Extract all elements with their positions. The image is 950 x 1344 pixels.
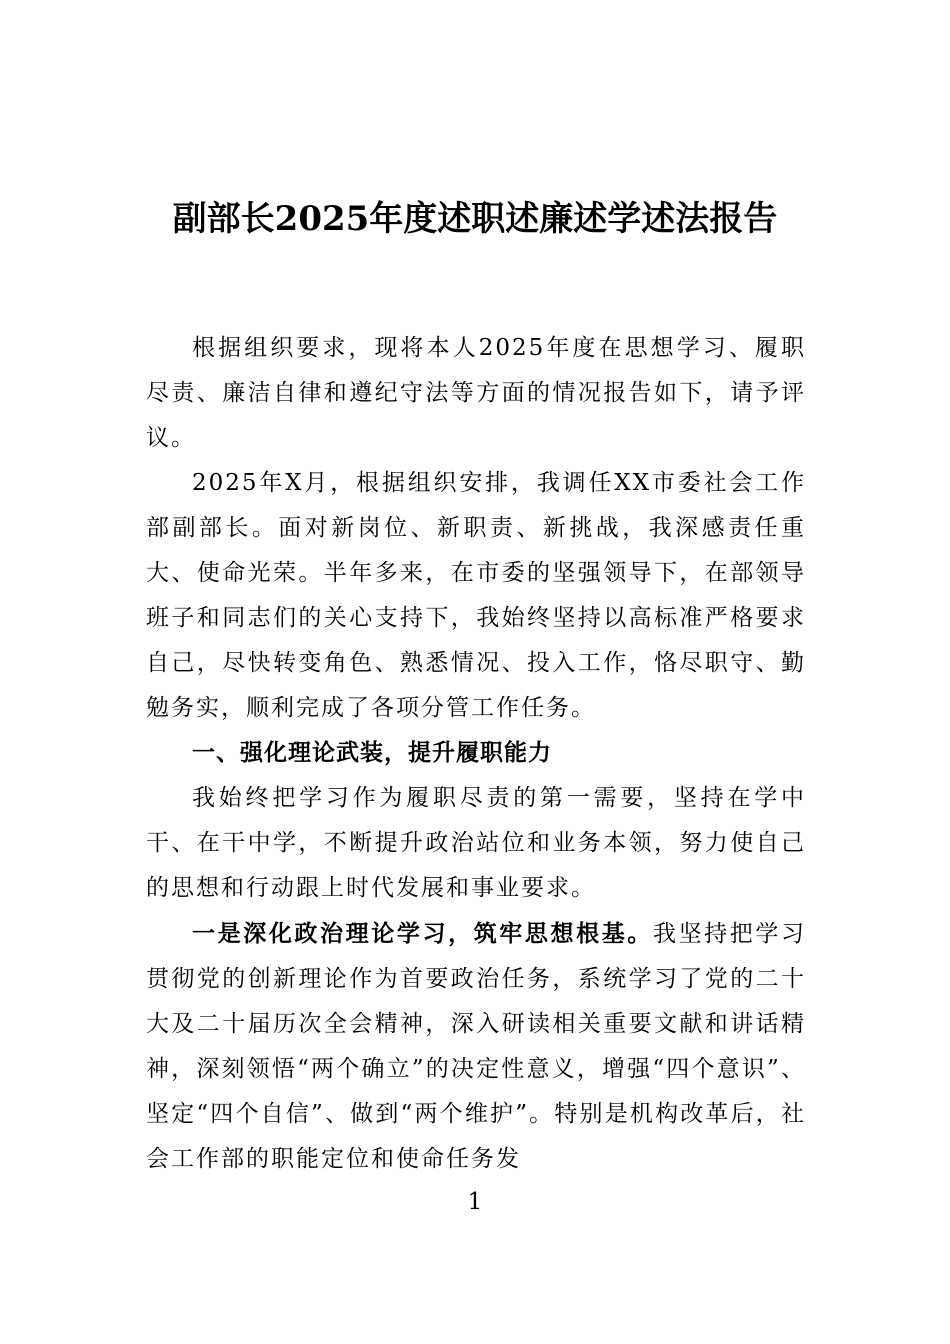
page-number: 1 bbox=[467, 1189, 483, 1215]
section-1-point-1 bbox=[146, 911, 806, 1182]
paragraph-background: 2025年X月，根据组织安排，我调任XX市委社会工作部副部长。面对新岗位、新职责、新挑战，我深感责任重大、使命光荣。半年多来，在市委的坚强领导下，在部领导班子和同志们的关心支持下，我始终坚持以高标准严格要求自己，尽快转变角色、熟悉情况、投入工作，恪尽职守、勤勉务实，顺利完成了各项分管工作任务。 bbox=[146, 470, 806, 721]
section-1-intro: 我始终把学习作为履职尽责的第一需要，坚持在学中干、在干中学，不断提升政治站位和业务本领，努力使自己的思想和行动跟上时代发展和事业要求。 bbox=[146, 785, 806, 901]
point-1-lead: 一是深化政治理论学习，筑牢思想根基。 bbox=[192, 920, 653, 947]
document-title: 副部长2025年度述职述廉述学述法报告 bbox=[172, 199, 778, 239]
document-body bbox=[146, 326, 806, 1182]
point-1-text: 我坚持把学习贯彻党的创新理论作为首要政治任务，系统学习了党的二十大及二十届历次全会精神，深入研读相关重要文献和讲话精神，深刻领悟“两个确立”的决定性意义，增强“四个意识”、坚定“四个自信”、做到“两个维护”。特别是机构改革后，社会工作部的职能定位和使命任务发 bbox=[146, 921, 807, 1172]
paragraph-intro: 根据组织要求，现将本人2025年度在思想学习、履职尽责、廉洁自律和遵纪守法等方面的情况报告如下，请予评议。 bbox=[146, 335, 806, 451]
section-heading-1: 一、强化理论武装，提升履职能力 bbox=[192, 740, 552, 766]
